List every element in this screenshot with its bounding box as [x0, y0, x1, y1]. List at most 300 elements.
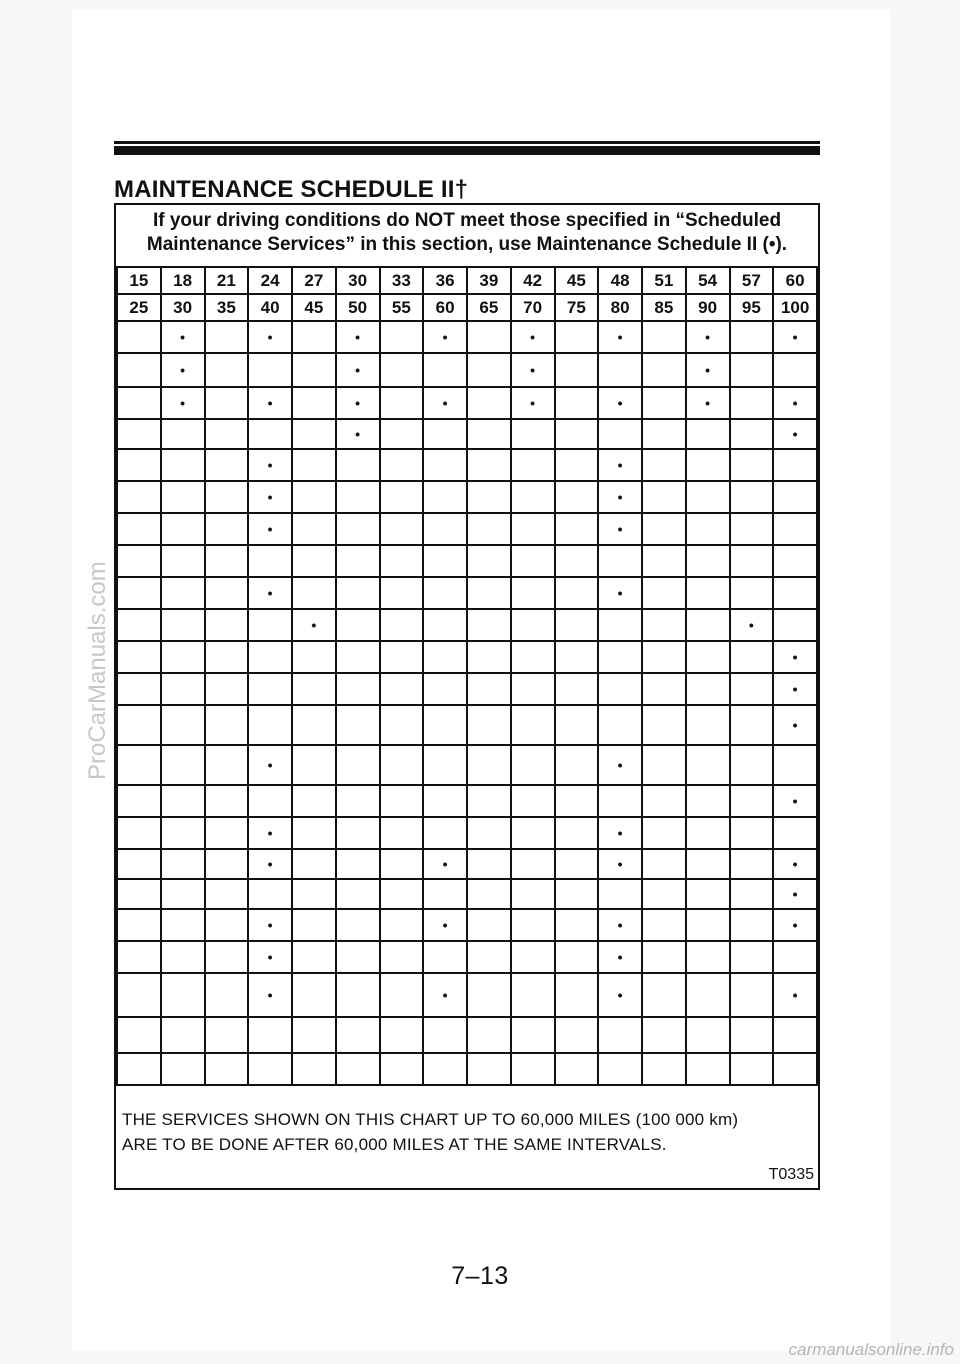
schedule-cell — [248, 879, 292, 909]
service-dot: • — [442, 395, 448, 411]
schedule-cell — [292, 849, 336, 879]
service-row — [117, 785, 817, 817]
schedule-cell — [292, 449, 336, 481]
schedule-cell — [730, 1017, 774, 1053]
service-dot: • — [267, 457, 273, 473]
schedule-cell — [205, 785, 249, 817]
schedule-cell — [511, 641, 555, 673]
schedule-cell — [773, 449, 817, 481]
schedule-cell — [205, 673, 249, 705]
schedule-cell — [380, 513, 424, 545]
service-dot: • — [617, 856, 623, 872]
service-row — [117, 353, 817, 387]
schedule-cell — [555, 641, 599, 673]
service-dot: • — [267, 395, 273, 411]
interval-header-cell: 30 — [336, 267, 380, 294]
schedule-cell — [642, 973, 686, 1017]
schedule-cell — [773, 879, 817, 909]
schedule-cell — [423, 785, 467, 817]
schedule-cell — [423, 1053, 467, 1085]
schedule-cell — [117, 849, 161, 879]
schedule-cell — [161, 1053, 205, 1085]
schedule-cell — [205, 321, 249, 353]
schedule-cell — [686, 577, 730, 609]
schedule-cell — [467, 973, 511, 1017]
schedule-grid-body — [117, 267, 817, 1085]
schedule-cell — [161, 449, 205, 481]
side-watermark: ProCarManuals.com — [84, 561, 111, 780]
service-row — [117, 641, 817, 673]
schedule-cell — [598, 673, 642, 705]
schedule-cell — [117, 419, 161, 449]
schedule-cell — [248, 481, 292, 513]
schedule-cell — [730, 673, 774, 705]
service-row — [117, 673, 817, 705]
schedule-cell — [161, 909, 205, 941]
schedule-cell — [686, 609, 730, 641]
schedule-cell — [773, 817, 817, 849]
schedule-cell — [248, 973, 292, 1017]
service-dot: • — [617, 489, 623, 505]
schedule-cell — [292, 909, 336, 941]
interval-header-cell: 57 — [730, 267, 774, 294]
service-row — [117, 419, 817, 449]
schedule-cell — [773, 321, 817, 353]
interval-header-cell: 80 — [598, 294, 642, 321]
schedule-cell — [686, 909, 730, 941]
schedule-cell — [555, 705, 599, 745]
service-dot: • — [267, 329, 273, 345]
schedule-cell — [642, 909, 686, 941]
schedule-cell — [380, 1053, 424, 1085]
schedule-cell — [511, 353, 555, 387]
interval-header-cell: 40 — [248, 294, 292, 321]
schedule-cell — [292, 1053, 336, 1085]
schedule-cell — [686, 387, 730, 419]
schedule-cell — [292, 1017, 336, 1053]
schedule-cell — [292, 673, 336, 705]
schedule-cell — [380, 817, 424, 849]
interval-header-cell: 75 — [555, 294, 599, 321]
schedule-cell — [117, 673, 161, 705]
schedule-cell — [598, 973, 642, 1017]
schedule-cell — [423, 419, 467, 449]
schedule-cell — [336, 817, 380, 849]
schedule-cell — [773, 705, 817, 745]
schedule-cell — [248, 609, 292, 641]
schedule-cell — [248, 353, 292, 387]
schedule-cell — [467, 449, 511, 481]
schedule-cell — [642, 545, 686, 577]
schedule-cell — [292, 545, 336, 577]
chart-footnote — [122, 1107, 738, 1157]
schedule-cell — [555, 419, 599, 449]
page-number: 7–13 — [451, 1262, 509, 1290]
service-dot: • — [530, 395, 536, 411]
schedule-cell — [511, 909, 555, 941]
schedule-cell — [380, 481, 424, 513]
schedule-cell — [686, 321, 730, 353]
header-rule-thin — [114, 141, 820, 144]
schedule-cell — [555, 481, 599, 513]
schedule-cell — [161, 673, 205, 705]
service-dot: • — [530, 329, 536, 345]
schedule-cell — [642, 941, 686, 973]
schedule-cell — [467, 353, 511, 387]
footer-watermark: carmanualsonline.info — [788, 1340, 954, 1359]
service-row — [117, 817, 817, 849]
schedule-cell — [511, 545, 555, 577]
schedule-cell — [642, 449, 686, 481]
schedule-cell — [380, 449, 424, 481]
schedule-cell — [161, 609, 205, 641]
schedule-cell — [205, 419, 249, 449]
schedule-cell — [423, 909, 467, 941]
schedule-cell — [336, 879, 380, 909]
schedule-cell — [686, 353, 730, 387]
schedule-cell — [292, 879, 336, 909]
interval-header-cell: 60 — [423, 294, 467, 321]
header-rule-thick — [114, 146, 820, 155]
schedule-cell — [511, 673, 555, 705]
schedule-cell — [380, 973, 424, 1017]
service-dot: • — [442, 856, 448, 872]
schedule-cell — [205, 849, 249, 879]
schedule-cell — [642, 353, 686, 387]
schedule-cell — [161, 973, 205, 1017]
service-row — [117, 745, 817, 785]
schedule-cell — [730, 545, 774, 577]
service-row — [117, 481, 817, 513]
interval-header-cell: 85 — [642, 294, 686, 321]
schedule-cell — [642, 1017, 686, 1053]
interval-header-cell: 27 — [292, 267, 336, 294]
schedule-cell — [730, 817, 774, 849]
schedule-cell — [292, 353, 336, 387]
schedule-cell — [467, 879, 511, 909]
schedule-cell — [248, 673, 292, 705]
schedule-cell — [117, 1017, 161, 1053]
schedule-cell — [336, 641, 380, 673]
schedule-cell — [555, 449, 599, 481]
schedule-cell — [511, 1053, 555, 1085]
service-dot: • — [617, 757, 623, 773]
schedule-cell — [117, 745, 161, 785]
schedule-cell — [292, 941, 336, 973]
schedule-cell — [598, 909, 642, 941]
schedule-cell — [598, 449, 642, 481]
schedule-cell — [117, 513, 161, 545]
service-dot: • — [617, 825, 623, 841]
schedule-cell — [642, 785, 686, 817]
schedule-cell — [686, 673, 730, 705]
schedule-cell — [730, 419, 774, 449]
schedule-cell — [598, 609, 642, 641]
schedule-cell — [117, 545, 161, 577]
service-dot: • — [792, 793, 798, 809]
schedule-cell — [467, 909, 511, 941]
schedule-cell — [642, 577, 686, 609]
schedule-cell — [730, 1053, 774, 1085]
interval-header-cell: 42 — [511, 267, 555, 294]
schedule-cell — [511, 785, 555, 817]
schedule-cell — [292, 321, 336, 353]
schedule-cell — [336, 909, 380, 941]
service-dot: • — [355, 395, 361, 411]
service-dot: • — [617, 987, 623, 1003]
footnote-line-2: ARE TO BE DONE AFTER 60,000 MILES AT THE SAME INTERVALS. — [122, 1135, 667, 1154]
schedule-cell — [117, 449, 161, 481]
schedule-cell — [161, 745, 205, 785]
schedule-cell — [598, 641, 642, 673]
schedule-cell — [292, 641, 336, 673]
service-dot: • — [705, 329, 711, 345]
interval-header-cell: 45 — [555, 267, 599, 294]
schedule-cell — [205, 481, 249, 513]
service-dot: • — [355, 362, 361, 378]
schedule-cell — [467, 577, 511, 609]
schedule-cell — [248, 449, 292, 481]
schedule-cell — [161, 785, 205, 817]
schedule-cell — [773, 1053, 817, 1085]
schedule-cell — [773, 577, 817, 609]
interval-header-cell: 60 — [773, 267, 817, 294]
service-dot: • — [792, 917, 798, 933]
schedule-cell — [467, 817, 511, 849]
schedule-cell — [161, 387, 205, 419]
schedule-cell — [467, 481, 511, 513]
schedule-cell — [117, 909, 161, 941]
schedule-cell — [248, 909, 292, 941]
schedule-cell — [161, 879, 205, 909]
schedule-cell — [730, 321, 774, 353]
interval-header-cell: 95 — [730, 294, 774, 321]
schedule-cell — [773, 481, 817, 513]
schedule-cell — [161, 641, 205, 673]
schedule-cell — [380, 419, 424, 449]
schedule-cell — [730, 577, 774, 609]
chart-intro — [116, 209, 818, 257]
schedule-cell — [642, 705, 686, 745]
schedule-cell — [467, 387, 511, 419]
interval-header-cell: 35 — [205, 294, 249, 321]
schedule-cell — [555, 909, 599, 941]
schedule-cell — [205, 387, 249, 419]
schedule-cell — [730, 785, 774, 817]
schedule-cell — [292, 513, 336, 545]
schedule-cell — [598, 879, 642, 909]
schedule-cell — [730, 941, 774, 973]
schedule-cell — [292, 481, 336, 513]
schedule-cell — [730, 849, 774, 879]
maintenance-schedule-chart — [114, 203, 820, 1190]
schedule-cell — [773, 545, 817, 577]
schedule-cell — [423, 1017, 467, 1053]
schedule-cell — [598, 321, 642, 353]
schedule-cell — [205, 705, 249, 745]
schedule-cell — [423, 321, 467, 353]
interval-header-cell: 24 — [248, 267, 292, 294]
service-dot: • — [180, 329, 186, 345]
schedule-cell — [161, 419, 205, 449]
schedule-cell — [686, 481, 730, 513]
schedule-cell — [117, 321, 161, 353]
schedule-cell — [598, 545, 642, 577]
service-dot: • — [617, 521, 623, 537]
schedule-cell — [642, 419, 686, 449]
schedule-cell — [555, 879, 599, 909]
schedule-cell — [730, 909, 774, 941]
schedule-cell — [117, 785, 161, 817]
chart-intro-line-1: If your driving conditions do NOT meet those specified in “Scheduled — [152, 210, 782, 231]
schedule-cell — [336, 321, 380, 353]
schedule-cell — [205, 641, 249, 673]
interval-header-cell: 25 — [117, 294, 161, 321]
interval-header-cell: 18 — [161, 267, 205, 294]
service-dot: • — [267, 949, 273, 965]
service-dot: • — [267, 521, 273, 537]
interval-header-cell: 45 — [292, 294, 336, 321]
schedule-cell — [117, 1053, 161, 1085]
schedule-cell — [642, 641, 686, 673]
schedule-cell — [248, 1053, 292, 1085]
schedule-cell — [686, 513, 730, 545]
footnote-line-1: THE SERVICES SHOWN ON THIS CHART UP TO 60,000 MILES (100 000 km) — [122, 1110, 739, 1129]
schedule-cell — [380, 785, 424, 817]
schedule-cell — [380, 1017, 424, 1053]
schedule-cell — [773, 849, 817, 879]
schedule-cell — [380, 577, 424, 609]
schedule-cell — [336, 673, 380, 705]
schedule-cell — [773, 745, 817, 785]
schedule-cell — [642, 849, 686, 879]
schedule-cell — [467, 785, 511, 817]
schedule-cell — [555, 673, 599, 705]
schedule-cell — [336, 387, 380, 419]
service-row — [117, 1053, 817, 1085]
schedule-cell — [161, 321, 205, 353]
service-dot: • — [617, 329, 623, 345]
service-dot: • — [267, 825, 273, 841]
schedule-cell — [248, 419, 292, 449]
schedule-cell — [730, 609, 774, 641]
schedule-cell — [555, 849, 599, 879]
service-dot: • — [705, 362, 711, 378]
schedule-cell — [336, 419, 380, 449]
schedule-cell — [773, 419, 817, 449]
schedule-cell — [598, 1053, 642, 1085]
schedule-cell — [117, 879, 161, 909]
schedule-cell — [336, 449, 380, 481]
schedule-cell — [467, 513, 511, 545]
schedule-cell — [598, 705, 642, 745]
schedule-cell — [205, 449, 249, 481]
schedule-cell — [423, 481, 467, 513]
schedule-cell — [686, 641, 730, 673]
schedule-cell — [205, 909, 249, 941]
schedule-cell — [117, 817, 161, 849]
service-dot: • — [442, 329, 448, 345]
service-dot: • — [617, 457, 623, 473]
figure-code: T0335 — [768, 1166, 814, 1183]
chart-intro-line-2: Maintenance Services” in this section, use Maintenance Schedule II (•). — [146, 234, 788, 255]
schedule-cell — [423, 849, 467, 879]
schedule-cell — [292, 577, 336, 609]
service-dot: • — [442, 917, 448, 933]
schedule-cell — [555, 817, 599, 849]
schedule-cell — [423, 879, 467, 909]
schedule-cell — [423, 817, 467, 849]
schedule-cell — [380, 745, 424, 785]
schedule-cell — [248, 545, 292, 577]
schedule-cell — [248, 387, 292, 419]
schedule-cell — [380, 641, 424, 673]
interval-header-cell: 54 — [686, 267, 730, 294]
service-dot: • — [792, 681, 798, 697]
schedule-cell — [773, 353, 817, 387]
service-dot: • — [311, 617, 317, 633]
schedule-cell — [555, 387, 599, 419]
schedule-cell — [205, 941, 249, 973]
schedule-cell — [467, 849, 511, 879]
schedule-cell — [380, 705, 424, 745]
schedule-cell — [511, 973, 555, 1017]
service-dot: • — [748, 617, 754, 633]
schedule-cell — [773, 941, 817, 973]
schedule-cell — [511, 481, 555, 513]
interval-header-cell: 36 — [423, 267, 467, 294]
schedule-cell — [117, 387, 161, 419]
service-row — [117, 449, 817, 481]
schedule-cell — [248, 817, 292, 849]
schedule-cell — [380, 673, 424, 705]
schedule-cell — [467, 321, 511, 353]
schedule-cell — [555, 1053, 599, 1085]
schedule-cell — [642, 387, 686, 419]
schedule-cell — [730, 449, 774, 481]
schedule-cell — [730, 513, 774, 545]
service-row — [117, 609, 817, 641]
schedule-cell — [423, 387, 467, 419]
schedule-cell — [555, 353, 599, 387]
schedule-cell — [555, 321, 599, 353]
interval-header-cell: 51 — [642, 267, 686, 294]
schedule-cell — [773, 673, 817, 705]
schedule-cell — [730, 481, 774, 513]
schedule-cell — [205, 973, 249, 1017]
interval-header-cell: 100 — [773, 294, 817, 321]
service-row — [117, 1017, 817, 1053]
service-dot: • — [180, 362, 186, 378]
schedule-cell — [423, 673, 467, 705]
schedule-cell — [380, 387, 424, 419]
service-dot: • — [267, 757, 273, 773]
interval-header-cell: 55 — [380, 294, 424, 321]
schedule-cell — [336, 1053, 380, 1085]
schedule-cell — [511, 745, 555, 785]
schedule-cell — [730, 641, 774, 673]
service-dot: • — [792, 426, 798, 442]
schedule-cell — [598, 785, 642, 817]
schedule-cell — [248, 641, 292, 673]
service-dot: • — [267, 987, 273, 1003]
schedule-cell — [686, 849, 730, 879]
schedule-cell — [598, 817, 642, 849]
schedule-cell — [117, 973, 161, 1017]
schedule-cell — [117, 577, 161, 609]
interval-header-cell: 65 — [467, 294, 511, 321]
schedule-cell — [292, 609, 336, 641]
